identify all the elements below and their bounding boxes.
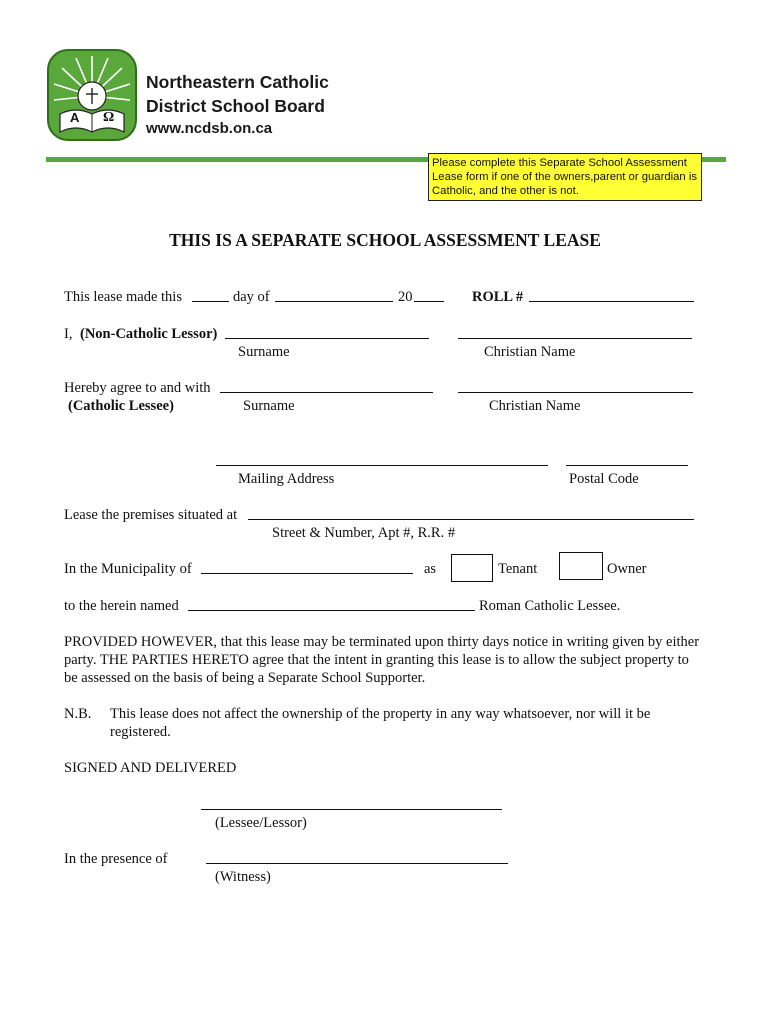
omega-letter: Ω: [103, 110, 115, 125]
form-title: THIS IS A SEPARATE SCHOOL ASSESSMENT LEASE: [169, 230, 601, 250]
lessee-christian-field[interactable]: [458, 392, 693, 393]
witness-caption: (Witness): [215, 869, 271, 885]
postal-code-field[interactable]: [566, 465, 688, 466]
mailing-address-field[interactable]: [216, 465, 548, 466]
provided-paragraph: PROVIDED HOWEVER, that this lease may be terminated upon thirty days notice in writing given by either party. THE PARTIES HERETO agree that the intent in granting this lease is to allow the subject property to be assessed on the basis of being a Separate School Supporter.: [64, 634, 700, 686]
owner-checkbox[interactable]: [559, 552, 603, 580]
lessor-surname-caption: Surname: [238, 344, 290, 360]
tenant-label: Tenant: [498, 561, 538, 577]
lessee-name-field[interactable]: [188, 610, 475, 611]
premises-field[interactable]: [248, 519, 694, 520]
postal-code-caption: Postal Code: [569, 471, 639, 487]
nb-label: N.B.: [64, 706, 92, 722]
year-prefix: 20: [398, 289, 413, 305]
lessor-label: (Non-Catholic Lessor): [80, 326, 218, 342]
lessee-label: (Catholic Lessee): [68, 398, 174, 414]
logo: [46, 48, 138, 142]
herein-label: to the herein named: [64, 598, 179, 614]
lessee-label-text: Hereby agree to and with: [64, 380, 211, 396]
mailing-address-caption: Mailing Address: [238, 471, 335, 487]
notice-box: Please complete this Separate School Assessment Lease form if one of the owners,parent or guardian is Catholic, and the other is not.: [428, 153, 702, 201]
lease-made-label: This lease made this: [64, 289, 182, 305]
signature-caption: (Lessee/Lessor): [215, 815, 307, 831]
day-of-label: day of: [233, 289, 270, 305]
witness-field[interactable]: [206, 863, 508, 864]
lessor-christian-field[interactable]: [458, 338, 692, 339]
month-field[interactable]: [275, 301, 393, 302]
premises-caption: Street & Number, Apt #, R.R. #: [272, 525, 456, 541]
lessor-christian-caption: Christian Name: [484, 344, 576, 360]
tenant-checkbox[interactable]: [451, 554, 493, 582]
municipality-field[interactable]: [201, 573, 413, 574]
alpha-letter: A: [70, 110, 80, 125]
roll-field[interactable]: [529, 301, 694, 302]
nb-text: This lease does not affect the ownership of the property in any way whatsoever, nor will it be registered.: [110, 706, 651, 740]
presence-label: In the presence of: [64, 851, 168, 867]
org-name-line1: Northeastern Catholic: [146, 72, 329, 92]
premises-label: Lease the premises situated at: [64, 507, 238, 523]
lessor-prefix: I,: [64, 326, 73, 342]
signature-field[interactable]: [201, 809, 502, 810]
municipality-label: In the Municipality of: [64, 561, 192, 577]
owner-label: Owner: [607, 561, 647, 577]
signed-label: SIGNED AND DELIVERED: [64, 760, 237, 776]
lessee-surname-caption: Surname: [243, 398, 295, 414]
org-name-line2: District School Board: [146, 96, 325, 116]
lessor-surname-field[interactable]: [225, 338, 429, 339]
roll-label: ROLL #: [472, 289, 524, 305]
herein-suffix: Roman Catholic Lessee.: [479, 598, 621, 614]
lessee-christian-caption: Christian Name: [489, 398, 581, 414]
year-field[interactable]: [414, 301, 444, 302]
lessee-surname-field[interactable]: [220, 392, 433, 393]
as-label: as: [424, 561, 437, 577]
website-link[interactable]: www.ncdsb.on.ca: [146, 120, 273, 137]
day-field[interactable]: [192, 301, 229, 302]
